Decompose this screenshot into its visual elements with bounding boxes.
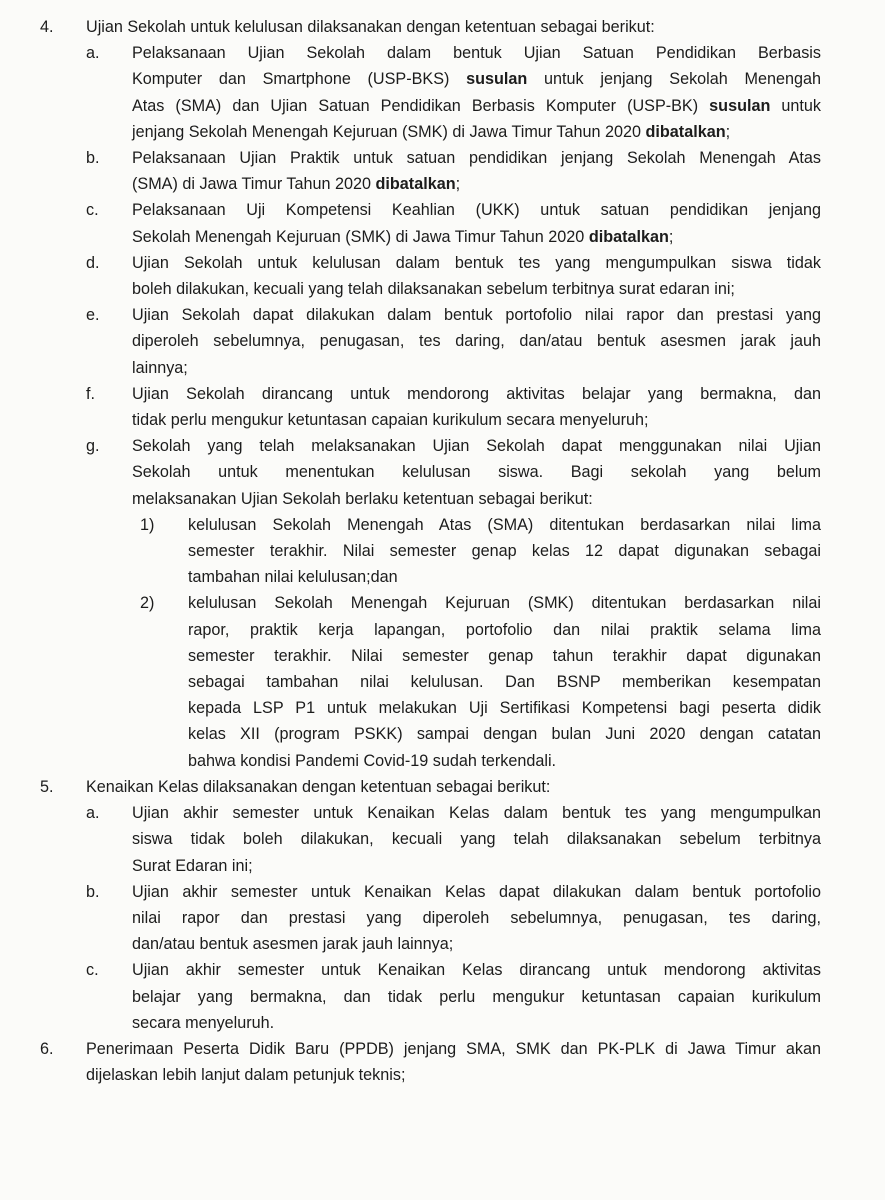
list-item-5a [86, 800, 821, 879]
sub-item-1 [140, 512, 821, 591]
list-item-4f [86, 381, 821, 433]
item-line: tidak perlu mengukur ketuntasan capaian kurikulum secara menyeluruh; [132, 411, 649, 430]
item-line: Sekolah Menengah Kejuruan (SMK) di Jawa Timur Tahun 2020 dibatalkan; [132, 227, 674, 246]
item-line: boleh dilakukan, kecuali yang telah dilaksanakan sebelum terbitnya surat edaran ini; [132, 280, 735, 299]
item-marker: f. [86, 384, 95, 403]
sub-item-marker: 1) [140, 515, 155, 534]
item-line: semester terakhir. Nilai semester genap tahun terakhir dapat digunakan [188, 646, 821, 665]
item-line: semester terakhir. Nilai semester genap kelas 12 dapat digunakan sebagai [188, 542, 821, 561]
section-5 [40, 774, 821, 800]
item-marker: b. [86, 149, 100, 168]
item-line: Ujian Sekolah untuk kelulusan dalam bentuk tes yang mengumpulkan siswa tidak [132, 253, 821, 272]
item-line: kelas XII (program PSKK) sampai dengan bulan Juni 2020 dengan catatan [188, 725, 821, 744]
item-marker: c. [86, 201, 99, 220]
item-line: Surat Edaran ini; [132, 856, 253, 875]
sub-item-2 [140, 590, 821, 773]
sub-item-marker: 2) [140, 594, 155, 613]
item-line: diperoleh sebelumnya, penugasan, tes daring, dan/atau bentuk asesmen jarak jauh [132, 332, 821, 351]
list-item-4g [86, 433, 821, 512]
list-item-5b [86, 879, 821, 958]
item-line: Ujian akhir semester untuk Kenaikan Kelas dalam bentuk tes yang mengumpulkan [132, 804, 821, 823]
item-marker: d. [86, 253, 100, 272]
item-line: belajar yang bermakna, dan tidak perlu mengukur ketuntasan capaian kurikulum [132, 987, 821, 1006]
section-number: 5. [40, 777, 54, 796]
item-line: kepada LSP P1 untuk melakukan Uji Sertifikasi Kompetensi bagi peserta didik [188, 699, 821, 718]
item-line: Ujian Sekolah dapat dilakukan dalam bentuk portofolio nilai rapor dan prestasi yang [132, 306, 821, 325]
item-line: jenjang Sekolah Menengah Kejuruan (SMK) di Jawa Timur Tahun 2020 dibatalkan; [132, 122, 731, 141]
section-number: 6. [40, 1039, 54, 1058]
item-line: Ujian akhir semester untuk Kenaikan Kelas dapat dilakukan dalam bentuk portofolio [132, 882, 821, 901]
item-line: tambahan nilai kelulusan;dan [188, 568, 398, 587]
item-line: kelulusan Sekolah Menengah Atas (SMA) ditentukan berdasarkan nilai lima [188, 515, 821, 534]
item-line: nilai rapor dan prestasi yang diperoleh sebelumnya, penugasan, tes daring, [132, 908, 821, 927]
item-marker: g. [86, 437, 100, 456]
item-line: Komputer dan Smartphone (USP-BKS) susulan untuk jenjang Sekolah Menengah [132, 70, 821, 89]
section-4 [40, 14, 821, 40]
section-number: 4. [40, 18, 54, 36]
list-item-4a [86, 40, 821, 145]
item-line: secara menyeluruh. [132, 1013, 275, 1032]
list-item-4d [86, 250, 821, 302]
item-line: sebagai tambahan nilai kelulusan. Dan BSNP memberikan kesempatan [188, 673, 821, 692]
section-6 [40, 1036, 821, 1088]
item-line: kelulusan Sekolah Menengah Kejuruan (SMK) ditentukan berdasarkan nilai [188, 594, 821, 613]
section-title: Kenaikan Kelas dilaksanakan dengan ketentuan sebagai berikut: [86, 777, 551, 796]
item-line: (SMA) di Jawa Timur Tahun 2020 dibatalkan; [132, 175, 461, 194]
item-line: melaksanakan Ujian Sekolah berlaku ketentuan sebagai berikut: [132, 489, 593, 508]
item-line: lainnya; [132, 358, 188, 377]
item-marker: e. [86, 306, 100, 325]
item-line: Penerimaan Peserta Didik Baru (PPDB) jenjang SMA, SMK dan PK-PLK di Jawa Timur akan [86, 1039, 821, 1058]
item-line: rapor, praktik kerja lapangan, portofolio dan nilai praktik selama lima [188, 620, 821, 639]
item-marker: a. [86, 804, 100, 823]
item-line: Sekolah untuk menentukan kelulusan siswa. Bagi sekolah yang belum [132, 463, 821, 482]
list-item-5c [86, 957, 821, 1036]
item-line: bahwa kondisi Pandemi Covid-19 sudah terkendali. [188, 751, 557, 770]
item-line: dijelaskan lebih lanjut dalam petunjuk teknis; [86, 1066, 406, 1085]
list-item-4e [86, 302, 821, 381]
item-line: Ujian akhir semester untuk Kenaikan Kelas dirancang untuk mendorong aktivitas [132, 961, 821, 980]
item-line: dan/atau bentuk asesmen jarak jauh lainnya; [132, 935, 454, 954]
item-line: Ujian Sekolah dirancang untuk mendorong aktivitas belajar yang bermakna, dan [132, 384, 821, 403]
item-line: siswa tidak boleh dilakukan, kecuali yang telah dilaksanakan sebelum terbitnya [132, 830, 821, 849]
item-line: Pelaksanaan Uji Kompetensi Keahlian (UKK) untuk satuan pendidikan jenjang [132, 201, 821, 220]
list-item-4c [86, 197, 821, 249]
item-line: Sekolah yang telah melaksanakan Ujian Sekolah dapat menggunakan nilai Ujian [132, 437, 821, 456]
item-marker: a. [86, 44, 100, 63]
section-title: Ujian Sekolah untuk kelulusan dilaksanakan dengan ketentuan sebagai berikut: [86, 18, 655, 36]
item-marker: b. [86, 882, 100, 901]
item-line: Pelaksanaan Ujian Sekolah dalam bentuk Ujian Satuan Pendidikan Berbasis [132, 44, 821, 63]
list-item-4b [86, 145, 821, 197]
item-marker: c. [86, 961, 99, 980]
item-line: Atas (SMA) dan Ujian Satuan Pendidikan Berbasis Komputer (USP-BK) susulan untuk [132, 96, 821, 115]
item-line: Pelaksanaan Ujian Praktik untuk satuan pendidikan jenjang Sekolah Menengah Atas [132, 149, 821, 168]
